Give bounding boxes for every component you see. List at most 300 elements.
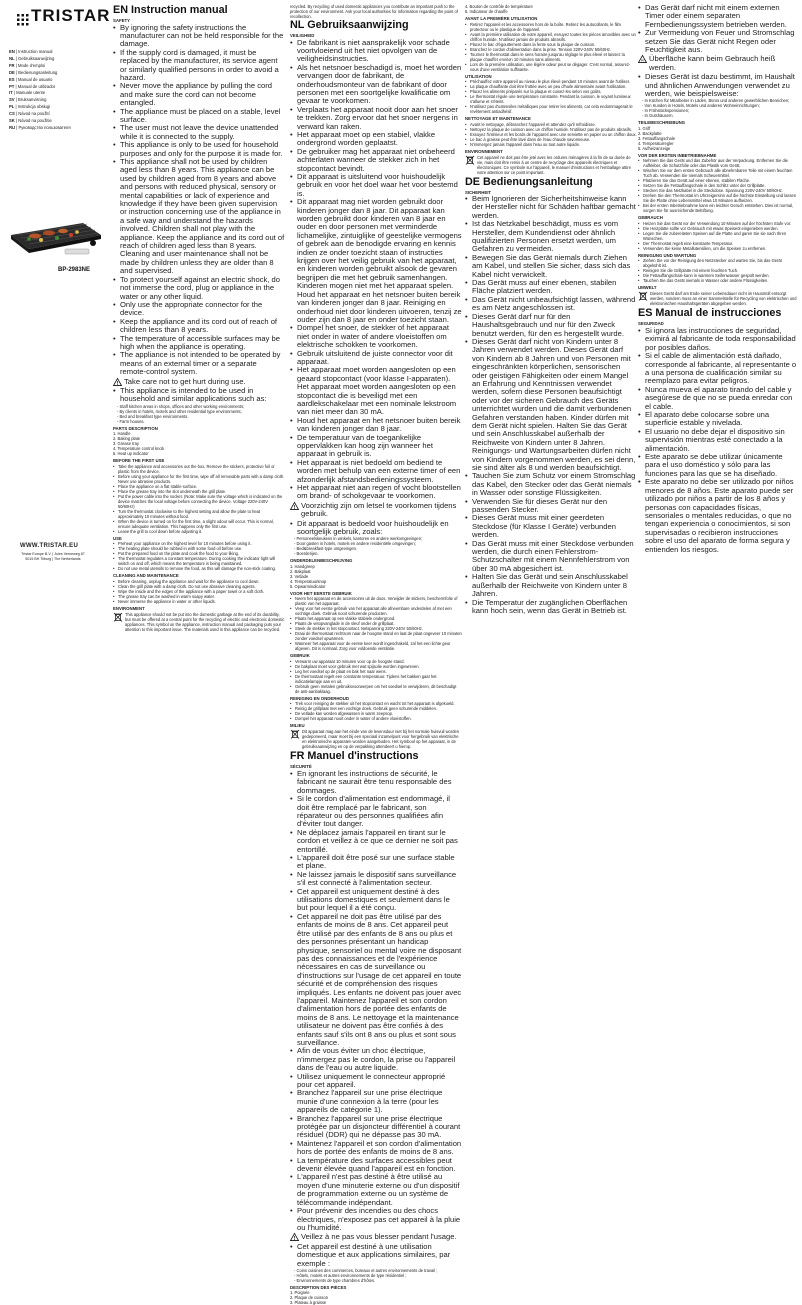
list-item: • Wischen Sie vor dem ersten Gebrauch alle abnehmbaren Teile mit einem feuchten Tuch ab. Verwenden Sie niemals Scheuermittel.	[638, 168, 798, 178]
warning-text: Veillez à ne pas vous blesser pendant l'usage.	[301, 1232, 457, 1242]
list-item: 2. Plaque de cuisson	[290, 1295, 329, 1301]
list-item: • L'appareil n'est pas destiné à être utilisé au moyen d'une minuterie externe ou d'un dispositif de programmation externe ou un système de télécommande indépendant.	[290, 1173, 462, 1207]
list-item: • Bei der ersten Inbetriebnahme kann ein leichter Geruch entstehen. Dies ist normal, sorgen Sie für ausreichende Belüftung.	[638, 203, 798, 213]
list-item: • Reinigen Sie die Grillplatte mit einem feuchten Tuch.	[638, 268, 798, 273]
list-item: • La plaque chauffante doit être frottée avec un peu d'huile alimentaire avant l'utilisation.	[465, 84, 637, 89]
usage-list	[290, 1243, 462, 1268]
environment-row	[290, 729, 462, 749]
language-entry: PL | Instrukcja obsługi	[9, 104, 51, 110]
list-item: • The heating plate should be rubbed in with some food oil before use.	[113, 546, 285, 551]
heading-use: UTILISATION	[465, 73, 492, 79]
list-item: • Tournez le thermostat dans le sens horaire jusqu'au réglage le plus élevé et laissez la plaque chauffer environ 10 minutes sans aliments.	[465, 52, 637, 62]
usage-list	[290, 520, 462, 537]
list-item: - Coins cuisines des commerces, bureaux et autres environnements de travail ;	[294, 1267, 438, 1273]
warning-text: Voorzichtig zijn om letsel te voorkomen tijdens gebruik.	[301, 500, 457, 519]
list-item: • Placez les aliments préparés sur la plaque et cuisez-les selon vos goûts.	[465, 89, 637, 94]
language-name: Руководство пользователя	[18, 124, 71, 130]
language-entry: ES | Manual de usuario	[9, 76, 53, 82]
list-item: • Plaats het apparaat op een vlakke stabiele ondergrond.	[290, 616, 462, 621]
language-entry: SV | Bruksanvisning	[9, 97, 47, 103]
address-line: Tristar Europe B.V. | Jules Verneweg 87	[21, 552, 85, 556]
list-item: • Dieses Gerät darf nur für den Haushaltsgebrauch und nur für den Zweck benutzt werden, für den es hergestellt wurde.	[465, 313, 637, 338]
language-name: Manual de utilizador	[17, 83, 56, 89]
language-name: Návod na použití	[18, 111, 50, 117]
list-item: • Heizen Sie das Gerät vor der Verwendung 10 Minuten auf der höchsten Stufe vor.	[638, 221, 798, 226]
parts-list	[290, 564, 462, 589]
list-item: • Put the prepared food on the plate and cook the food to your liking.	[113, 551, 285, 556]
address-line: 5015 BH Tilburg | The Netherlands	[25, 557, 81, 561]
list-item: - Farm houses.	[117, 418, 145, 424]
list-item: • En ignorant les instructions de sécurité, le fabricant ne saurait être tenu responsable des dommages.	[290, 770, 462, 795]
warning-row	[113, 378, 285, 386]
svg-text:!: !	[293, 1236, 296, 1243]
list-item: • Afin de vous éviter un choc électrique, n'immergez pas le cordon, la prise ou l'appareil dans de l'eau ou autre liquide.	[290, 1047, 462, 1072]
language-name: Instrukcja obsługi	[17, 104, 51, 110]
language-code: SV	[9, 97, 15, 103]
list-item: • Never move the appliance by pulling the cord and make sure the cord can not become entangled.	[113, 82, 285, 107]
heading-environment: UMWELT	[638, 285, 657, 291]
list-item: • Take the appliance and accessories out the box. Remove the stickers, protective foil or plastic from the device.	[113, 464, 285, 474]
list-item: • Trek voor reiniging de stekker uit het stopcontact en wacht tot het apparaat is afgekoeld.	[290, 701, 462, 706]
list-item: • De gebruiker mag het apparaat niet onbeheerd achterlaten wanneer de stekker zich in het stopcontact bevindt.	[290, 148, 462, 173]
parts-list	[290, 1290, 462, 1305]
heading-use: GEBRUIK	[290, 653, 310, 659]
warning-text: Take care not to get hurt during use.	[124, 376, 246, 386]
usage-list	[113, 387, 285, 404]
before-list	[638, 158, 798, 213]
list-item: • The user must not leave the device unattended while it is connected to the supply.	[113, 124, 285, 141]
list-item: • Das Gerät darf nicht mit einem externen Timer oder einem separaten Fernbedienungssystem betrieben werden.	[638, 4, 798, 29]
language-code: SK	[9, 118, 15, 124]
environment-row	[465, 155, 637, 175]
column-german-spanish	[638, 4, 798, 572]
list-item: 4. Temperaturregler	[638, 140, 674, 146]
clean-list	[465, 122, 637, 147]
list-item: • This appliance is intended to be used in household and similar applications such as:	[113, 387, 285, 404]
environment-row	[113, 612, 285, 632]
svg-text:!: !	[116, 380, 119, 387]
logo-grid-icon	[17, 14, 29, 26]
website-link[interactable]: WWW.TRISTAR.EU	[20, 543, 79, 549]
language-entry: IT | Manuale utente	[9, 90, 46, 96]
clean-list	[290, 701, 462, 721]
list-item: • Placez le bac d'égouttement dans la fente sous la plaque de cuisson.	[465, 42, 637, 47]
list-item: - Bed&breakfast-type omgevingen.	[294, 546, 358, 552]
list-item: • Utilisez uniquement le connecteur approprié pour cet appareil.	[290, 1073, 462, 1090]
usage-list	[638, 73, 798, 98]
lang-code: DE	[465, 175, 480, 188]
usage-dashes	[638, 98, 798, 118]
list-item: • Before cleaning, unplug the appliance and wait for the appliance to cool down.	[113, 579, 285, 584]
before-list	[113, 464, 285, 534]
list-item: • Bewegen Sie das Gerät niemals durch Ziehen am Kabel, und stellen Sie sicher, dass sich das Kabel nicht verwickelt.	[465, 254, 637, 279]
warning-triangle-icon	[290, 502, 299, 510]
list-item: • Houd het apparaat en het netsnoer buiten bereik van kinderen jonger dan 8 jaar.	[290, 417, 462, 434]
list-item: • Die Temperatur der zugänglichen Oberflächen kann hoch sein, wenn das Gerät in Betrieb ist.	[465, 599, 637, 616]
list-item: • Das Gerät muss mit einer Steckdose verbunden werden, die durch einen Fehlerstrom-Schutzschalter mit einem Nennfehlerstrom von über 30 mA abgesichert ist.	[465, 540, 637, 574]
language-code: ES	[9, 76, 15, 82]
list-item: • El aparato debe colocarse sobre una superficie estable y nivelada.	[638, 411, 798, 428]
warning-triangle-icon	[290, 1233, 299, 1241]
list-item: - In Küchen für Mitarbeiter in Läden, Büros und anderen gewerblichen Bereichen;	[642, 98, 790, 104]
use-list	[465, 79, 637, 114]
list-item: • Cet appareil est destiné à une utilisation domestique et aux applications similaires, par exemple :	[290, 1243, 462, 1268]
lang-code: ES	[638, 307, 653, 320]
heading-environment: MILIEU	[290, 723, 305, 729]
list-item: - Environnements de type chambres d'hôtes.	[294, 1277, 376, 1283]
heading-safety: SICHERHEIT	[465, 189, 492, 195]
language-entry: SK | Návod na použitie	[9, 118, 52, 124]
warning-triangle-icon	[113, 378, 122, 386]
list-item: • Le bac à graisse peut être lavé dans de l'eau chaude savonneuse.	[465, 137, 637, 142]
column-dutch-french	[290, 4, 462, 1305]
language-name: Instruction manual	[18, 49, 53, 54]
language-entry: CS | Návod na použití	[9, 111, 50, 117]
lang-title: Instruction manual	[131, 4, 228, 16]
list-item: • Avant le nettoyage, débranchez l'appareil et attendez qu'il refroidisse.	[465, 122, 637, 127]
language-list	[9, 49, 71, 132]
warning-row	[290, 502, 462, 519]
list-item: • Si le cordon d'alimentation est endommagé, il doit être remplacé par le fabricant, son réparateur ou des personnes qualifiées afin d'éviter tout danger.	[290, 795, 462, 829]
list-item: - Von Kunden in Hotels, Motels und anderen Wohneinrichtungen;	[642, 103, 760, 109]
heading-safety: SEGURIDAD	[638, 321, 664, 327]
list-item: • Only use the appropriate connector for the device.	[113, 301, 285, 318]
list-item: • N'immergez jamais l'appareil dans l'eau ou tout autre liquide.	[465, 142, 637, 147]
safety-list-continued	[638, 4, 798, 54]
heading-before-first-use: VOOR HET EERSTE GEBRUIK	[290, 590, 352, 596]
list-item: • Die Heizplatte sollte vor Gebrauch mit etwas Speiseöl eingerieben werden.	[638, 226, 798, 231]
list-item: • Si el cable de alimentación está dañado, corresponde al fabricante, al representante o a una persona de cualificación similar su reemplazo para evitar peligros.	[638, 352, 798, 386]
list-item: - Door gasten in hotels, motels en andere residentiële omgevingen;	[294, 541, 416, 547]
model-number: BP-2983NE	[58, 267, 91, 273]
language-name: Bruksanvisning	[18, 97, 47, 103]
list-item: - Staff kitchen areas in shops, offices and other working environments;	[117, 403, 245, 409]
list-item: - In Frühstückspensionen;	[642, 108, 690, 114]
parts-list-continued	[465, 4, 637, 14]
list-item: • Der Thermostat regelt eine konstante Temperatur.	[638, 241, 798, 246]
list-item: - Personeelskeukens in winkels, kantoren en andere werkomgevingen;	[294, 536, 423, 542]
list-item: • De fabrikant is niet aansprakelijk voor schade voortvloeiend uit het niet opvolgen van de veiligheidsinstructies.	[290, 39, 462, 64]
language-code: PL	[9, 104, 15, 110]
list-item: 1. Griff	[638, 125, 651, 131]
list-item: • Do not use metal utensils to remove the food, as this will damage the non-stick coating.	[113, 566, 285, 571]
list-item: • Beim Ignorieren der Sicherheitshinweise kann der Hersteller nicht für Schäden haftbar gemacht werden.	[465, 195, 637, 220]
lang-title: Manuel d'instructions	[307, 750, 419, 763]
list-item: • Drehen Sie den Thermostat im Uhrzeigersinn auf die höchste Einstellung und lassen Sie die Platte ohne Lebensmittel etwa 10 Minuten aufheizen.	[638, 193, 798, 203]
usage-dashes	[290, 1268, 462, 1283]
heading-before-first-use: AVANT LA PREMIÈRE UTILISATION	[465, 16, 538, 21]
list-item: • Pour prévenir des incendies ou des chocs électriques, n'exposez pas cet appareil à la pluie ou l'humidité.	[290, 1207, 462, 1232]
heading-environment: ENVIRONMENT	[113, 605, 145, 611]
heading-safety: SÉCURITÉ	[290, 764, 312, 770]
crossed-bin-icon	[638, 291, 648, 301]
crossed-bin-icon	[465, 155, 475, 165]
list-item: • By ignoring the safety instructions the manufacturer can not be held responsible for the damage.	[113, 24, 285, 49]
list-item: 2. Baking plate	[113, 436, 141, 442]
language-name: Mode d'emploi	[18, 62, 46, 68]
list-item: • Keep the appliance and its cord out of reach of children less than 8 years.	[113, 318, 285, 335]
use-list	[290, 659, 462, 694]
list-item: 5. Opwarmindicator	[290, 583, 326, 589]
list-item: • Ist das Netzkabel beschädigt, muss es vom Hersteller, dem Kundendienst oder ähnlich qualifizierten Personen ersetzt werden, um Gefahren zu vermeiden.	[465, 220, 637, 254]
list-item: • La température des surfaces accessibles peut devenir élevée quand l'appareil est en fonction.	[290, 1157, 462, 1174]
section-title-en	[113, 4, 285, 16]
list-item: • Ne déplacez jamais l'appareil en tirant sur le cordon et veillez à ce que ce dernier ne soit pas entortillé.	[290, 829, 462, 854]
heading-safety: SAFETY	[113, 18, 130, 23]
list-item: • Este aparato no debe ser utilizado por niños menores de 8 años. Este aparato puede ser utilizado por niños a partir de los 8 años y personas con capacidades físicas, sensoriales o mentales reducidas, o que no tengan experiencia o conocimientos, si son supervisadas o recibieron instrucciones sobre el uso del aparato de forma segura y entienden los riesgos.	[638, 478, 798, 554]
language-code: EN	[9, 49, 15, 54]
safety-list	[113, 24, 285, 377]
list-item: 3. Grease tray	[113, 441, 139, 447]
column-french-german	[465, 4, 637, 615]
section-title-es	[638, 307, 798, 319]
before-list	[290, 596, 462, 651]
cover-sidebar	[0, 0, 110, 575]
svg-text:!: !	[293, 504, 296, 511]
safety-list	[290, 770, 462, 1232]
language-code: RU	[9, 124, 16, 130]
lang-title: Bedienungsanleitung	[483, 175, 593, 188]
language-code: IT	[9, 90, 13, 96]
heading-cleaning: REINIGUNG UND WARTUNG	[638, 252, 697, 258]
list-item: - Hôtels, motels et autres environnements de type résidentiel ;	[294, 1272, 407, 1278]
list-item: • Das Gerät nicht unbeaufsichtigt lassen, während es am Netz angeschlossen ist.	[465, 296, 637, 313]
language-entry: EN | Instruction manual	[9, 49, 53, 54]
language-entry: FR | Mode d'emploi	[9, 62, 46, 68]
language-name: Bedienungsanleitung	[18, 69, 58, 75]
lang-title: Gebruiksaanwijzing	[307, 19, 409, 31]
list-item: • The thermostat regulates a constant temperature. During cooking the indicator light will switch on and off, which means the temperature is being maintained.	[113, 556, 285, 566]
list-item: 1. Poignée	[290, 1290, 310, 1296]
heading-cleaning: REINIGING EN ONDERHOUD	[290, 695, 349, 701]
list-item: - In Gutshäusern.	[642, 113, 674, 119]
list-item: • The temperature of accessible surfaces may be high when the appliance is operating.	[113, 335, 285, 352]
list-item: • If the supply cord is damaged, it must be replaced by the manufacturer, its service agent or similarly qualified persons in order to avoid a hazard.	[113, 49, 285, 83]
list-item: • The appliance must be placed on a stable, level surface.	[113, 108, 285, 125]
list-item: • Als het netsnoer beschadigd is, moet het worden vervangen door de fabrikant, de onderhoudsmonteur van de fabrikant of door personen met een soortgelijke kwalificatie om gevaar te voorkomen.	[290, 64, 462, 106]
list-item: • Legen Sie die zubereiteten Speisen auf die Platte und garen Sie sie nach Ihren Wünschen.	[638, 231, 798, 241]
before-list	[465, 22, 637, 72]
clean-list	[638, 258, 798, 283]
parts-list	[638, 126, 798, 151]
list-item: • Ne laissez jamais le dispositif sans surveillance s'il est connecté à l'alimentation secteur.	[290, 871, 462, 888]
list-item: • Leg het voedsel op de plaat en bak het naar wens.	[290, 669, 462, 674]
language-code: DE	[9, 69, 15, 75]
list-item: - Bed and breakfast type environments.	[117, 413, 189, 419]
list-item: 5. Heat up indicator	[113, 451, 149, 457]
list-item: 3. Vetlade	[290, 573, 309, 579]
list-item: • Gebruik geen metalen gebruiksvoorwerpen om het voedsel te verwijderen, dit beschadigt de anti-aanbaklaag.	[290, 684, 462, 694]
list-item: 3. Plateau à graisse	[290, 1300, 327, 1305]
list-item: 4. Temperature control knob	[113, 446, 164, 452]
crossed-bin-icon	[113, 612, 123, 622]
list-item: • When the device is turned on for the first time, a slight odour will occur. This is normal, ensure adequate ventilation. This happens only the first use.	[113, 519, 285, 529]
list-item: • Nunca mueva el aparato tirando del cable y asegúrese de que no se pueda enredar con el cable.	[638, 386, 798, 411]
list-item: 1. Handgreep	[290, 563, 315, 569]
brand-name: TRISTAR	[31, 6, 111, 25]
heading-cleaning: NETTOYAGE ET MAINTENANCE	[465, 116, 531, 121]
heading-use: USE	[113, 535, 122, 541]
list-item: - Boerderijen.	[294, 551, 319, 557]
list-item: • Dompel het apparaat nooit onder in water of andere vloeistoffen.	[290, 716, 462, 721]
environment-text: Dit apparaat mag aan het einde van de levensduur niet bij het normale huisvuil worden gedeponeerd, maar moet bij een speciaal inzamelpunt voor hergebruik van elektrische en elektronische apparaten worden aangeboden. Het symbool op het apparaat, in de gebruiksaanwijzing en op de verpakking attendeert u hierop.	[302, 729, 460, 750]
list-item: • Veeg voor het eerste gebruik van het apparaat alle afneembare onderdelen af met een vochtige doek. Gebruik nooit schurende producten.	[290, 606, 462, 616]
list-item: 2. Backplatte	[638, 130, 662, 136]
list-item: • Never immerse the appliance in water or other liquids.	[113, 599, 285, 604]
use-list	[638, 221, 798, 251]
safety-list	[465, 195, 637, 615]
lang-code: EN	[113, 4, 128, 16]
list-item: • Gebruik uitsluitend de juiste connector voor dit apparaat.	[290, 350, 462, 367]
usage-dashes	[290, 536, 462, 556]
heading-cleaning: CLEANING AND MAINTENANCE	[113, 573, 179, 579]
language-code: PT	[9, 83, 15, 89]
section-title-fr	[290, 750, 462, 762]
list-item: • Préchauffez votre appareil au niveau le plus élevé pendant 10 minutes avant de l'utiliser.	[465, 79, 637, 84]
list-item: • Zur Vermeidung von Feuer und Stromschlag setzen Sie das Gerät nicht Regen oder Feuchtigkeit aus.	[638, 29, 798, 54]
list-item: • Essuyez l'intérieur et les bords de l'appareil avec une serviette en papier ou un chiffon doux.	[465, 132, 637, 137]
crossed-bin-icon	[290, 729, 300, 739]
list-item: • Dieses Gerät muss mit einer geerdeten Steckdose (für Klasse I Geräte) verbunden werden.	[465, 514, 637, 539]
heading-parts: ONDERDELENBESCHRIJVING	[290, 558, 353, 564]
list-item: • To protect yourself against an electric shock, do not immerse the cord, plug or appliance in the water or any other liquid.	[113, 276, 285, 301]
safety-list	[290, 39, 462, 501]
list-item: • Put the power cable into the socket. (Note: Make sure the voltage which is indicated on the device matches the local voltage before connecting the device. Voltage 220V-240V 50/60Hz)	[113, 494, 285, 509]
heading-safety: VEILIGHEID	[290, 33, 315, 38]
language-code: NL	[9, 55, 15, 61]
list-item: • Branchez l'appareil sur une prise électrique munie d'une connexion à la terre (pour les appareils de catégorie 1).	[290, 1089, 462, 1114]
heading-use: GEBRAUCH	[638, 215, 663, 221]
list-item: • Dit apparaat is uitsluitend voor huishoudelijk gebruik en voor het doel waar het voor bestemd is.	[290, 173, 462, 198]
list-item: • Die Fettauffangschale kann in warmem Seifenwasser gespült werden.	[638, 273, 798, 278]
usage-dashes	[113, 404, 285, 424]
list-item: • De temperatuur van de toegankelijke oppervlakken kan hoog zijn wanneer het apparaat in gebruik is.	[290, 434, 462, 459]
list-item: • Retirez l'appareil et les accessoires hors de la boîte. Retirez les autocollants, le film protecteur ou le plastique de l'appareil.	[465, 22, 637, 32]
environment-text: This appliance should not be put into the domestic garbage at the end of its durability, but must be offered at a central point for the recycling of electric and electronic domestic appliances. This symbol on the appliance, instruction manual and packaging puts your attention to this important issue. The materials used in this appliance can be recycled.	[125, 611, 285, 632]
heading-parts: DESCRIPTION DES PIÈCES	[290, 1284, 347, 1290]
list-item: • Clean the grill plate with a damp cloth. Do not use abrasive cleaning agents.	[113, 584, 285, 589]
list-item: • Maintenez l'appareil et son cordon d'alimentation hors de portée des enfants de moins de 8 ans.	[290, 1140, 462, 1157]
list-item: • De vetlade kan worden afgewassen in warm zeepsop.	[290, 711, 462, 716]
list-item: • Draai de thermostaat rechtsom naar de hoogste stand en laat de plaat ongeveer 10 minuten zonder voedsel opwarmen.	[290, 631, 462, 641]
list-item: • Dit apparaat mag niet worden gebruikt door kinderen jonger dan 8 jaar. Dit apparaat kan worden gebruikt door kinderen van 8 jaar en ouder en door personen met verminderde lichamelijke, zintuiglijke of geestelijke vermogens of gebrek aan de benodigde ervaring en kennis indien ze onder toezicht staan of instructies krijgen over het veilig gebruik van het apparaat, en kinderen worden gebruikt alsook de gevaren begrijpen die met het gebruik samenhangen. Kinderen mogen niet met het apparaat spelen. Houd het apparaat en het netsnoer buiten bereik van kinderen jonger dan 8 jaar. Reiniging en onderhoud niet door kinderen uitvoeren, tenzij ze ouder zijn dan 8 jaar en onder toezicht staan.	[290, 198, 462, 324]
list-item: • Neem het apparaat en de accessoires uit de doos. Verwijder de stickers, beschermfolie of plastic van het apparaat.	[290, 596, 462, 606]
list-item: • Steek de stekker in het stopcontact. Netspanning 220V-240V 50/60Hz.	[290, 626, 462, 631]
list-item: • Het apparaat is niet bedoeld om bediend te worden met behulp van een externe timer of een afzonderlijk afstandsbedieningssysteem.	[290, 459, 462, 484]
list-item: • Cet appareil est uniquement destiné à des utilisations domestiques et seulement dans le but pour lequel il a été conçu.	[290, 888, 462, 913]
hot-surface-icon	[638, 55, 647, 63]
warning-row	[290, 1233, 462, 1241]
company-address	[18, 552, 88, 562]
language-entry: RU | Руководство пользователя	[9, 124, 71, 130]
list-item: • Avant la première utilisation de votre appareil, essuyez toutes les pièces amovibles avec un chiffon humide. N'utilisez jamais de produits abrasifs.	[465, 32, 637, 42]
list-item: • Het apparaat niet aan regen of vocht blootstellen om brand- of schokgevaar te voorkomen.	[290, 484, 462, 501]
warning-text: Überfläche kann beim Gebrauch heiß werden.	[649, 54, 776, 72]
environment-text: Dieses Gerät darf am Ende seiner Lebensdauer nicht im Hausmüll entsorgt werden, sondern muss an einer Sammelstelle für Recycling von elektrischen und elektronischen Haushaltsgeräten abgegeben werden.	[650, 291, 797, 307]
language-code: FR	[9, 62, 15, 68]
list-item: • Nehmen Sie das Gerät und das Zubehör aus der Verpackung. Entfernen Sie die Aufkleber, die Schutzfolie oder das Plastik vom Gerät.	[638, 158, 798, 168]
language-entry: NL | Gebruiksaanwijzing	[9, 55, 55, 61]
list-item: - By clients in hotels, motels and other residential type environments;	[117, 408, 242, 414]
list-item: 3. Fettauffangschale	[638, 135, 676, 141]
environment-text: Cet appareil ne doit pas être jeté avec les ordures ménagères à la fin de sa durée de vie, mais doit être remis à un centre de recyclage des appareils électriques et électroniques. Ce symbole sur l'appareil, le manuel d'instructions et l'emballage attire votre attention sur ce point important.	[477, 154, 631, 175]
warning-row	[638, 55, 798, 72]
list-item: • This appliance shall not be used by children aged less than 8 years. This appliance can be used by children aged from 8 years and above and persons with reduced physical, sensory or mental capabilities or lack of experience and knowledge if they have been given supervision or instruction concerning use of the appliance in a safe way and understand the hazards involved. Children shall not play with the appliance. Keep the appliance and its cord out of reach of children aged less than 8 years. Cleaning and user maintenance shall not be made by children unless they are older than 8 and supervised.	[113, 158, 285, 276]
list-item: 4. Temperatuurknop	[290, 578, 327, 584]
list-item: • Het apparaat moet worden aangesloten op een geaard stopcontact (voor klasse I-apparaten). Het apparaat moet worden aangesloten op een stopcontact die is beveiligd met een aardlekschakelaar met een nominale lekstroom van niet meer dan 30 mA.	[290, 366, 462, 416]
language-name: Návod na použitie	[18, 118, 52, 124]
list-item: • Ziehen Sie vor der Reinigung den Netzstecker und warten Sie, bis das Gerät abgekühlt ist.	[638, 258, 798, 268]
list-item: • Place the grease tray into the slot underneath the grill plate.	[113, 489, 285, 494]
list-item: • L'appareil doit être posé sur une surface stable et plane.	[290, 854, 462, 871]
list-item: • This appliance is only to be used for household purposes and only for the purpose it is made for.	[113, 141, 285, 158]
list-item: 2. Bakplaat	[290, 568, 311, 574]
list-item: • Halten Sie das Gerät und sein Anschlusskabel außerhalb der Reichweite von Kindern unter 8 Jahren.	[465, 573, 637, 598]
heading-before-first-use: VOR DER ERSTEN INBETRIEBNAHME	[638, 152, 717, 158]
list-item: • Este aparato se debe utilizar únicamente para el uso doméstico y sólo para las funciones para las que se ha diseñado.	[638, 453, 798, 478]
list-item: 5. Indicateur de chauffe	[465, 9, 508, 14]
list-item: • Tauchen Sie zum Schutz vor einem Stromschlag das Kabel, den Stecker oder das Gerät niemals in Wasser oder sonstige Flüssigkeiten.	[465, 472, 637, 497]
language-entry: PT | Manual de utilizador	[9, 83, 56, 89]
language-code: CS	[9, 111, 15, 117]
safety-list	[638, 327, 798, 554]
list-item: • Leave the grill to cool down before adjusting it.	[113, 529, 285, 534]
list-item: • De bakplaat moet voor gebruik met wat spijsolie worden ingewreven.	[290, 664, 462, 669]
section-title-nl	[290, 19, 462, 31]
list-item: • Nettoyez la plaque de cuisson avec un chiffon humide. N'utilisez pas de produits abrasifs.	[465, 127, 637, 132]
list-item: 1. Handle	[113, 431, 131, 437]
list-item: • Wanneer het apparaat voor de eerste keer wordt ingeschakeld, zal het een lichte geur afgeven. Dit is normaal. Zorg voor voldoende ventilatie.	[290, 641, 462, 651]
heading-environment: ENVIRONNEMENT	[465, 148, 503, 154]
intro-continued: recycled. By recycling of used domestic appliances you contribute an important push to the protection of our environment. Ask your local authorities for information regarding the point of recollection.	[290, 4, 458, 19]
list-item: • Branchez le cordon d'alimentation dans la prise. Tension 220V-240V 50/60Hz.	[465, 47, 637, 52]
list-item: • Verplaats het apparaat nooit door aan het snoer te trekken. Zorg ervoor dat het snoer nergens in verward kan raken.	[290, 106, 462, 131]
list-item: • Lors de la première utilisation, une légère odeur peut se dégager. C'est normal, assurez-vous d'une ventilation suffisante.	[465, 62, 637, 72]
list-item: • Cet appareil ne doit pas être utilisé par des enfants de moins de 8 ans. Cet appareil peut être utilisé par des enfants de 8 ans ou plus et des personnes présentant un handicap physique, sensoriel ou mental voire ne disposant pas des connaissances et de l'expérience nécessaires en cas de surveillance ou d'instructions sur l'usage de cet appareil en toute sécurité et de compréhension des risques impliqués. Les enfants ne doivent pas jouer avec l'appareil. Maintenez l'appareil et son cordon d'alimentation hors de portée des enfants de moins de 8 ans. Le nettoyage et la maintenance utilisateur ne doivent pas être confiés à des enfants sauf s'ils ont 8 ans ou plus et sont sous surveillance.	[290, 913, 462, 1048]
list-item: • Place the appliance on a flat stable surface.	[113, 484, 285, 489]
list-item: • Stecken Sie das Netzkabel in die Steckdose. Spannung 220V-240V 50/60Hz.	[638, 188, 798, 193]
list-item: • Dompel het snoer, de stekker of het apparaat niet onder in water of andere vloeistoffen om elektrische schokken te voorkomen.	[290, 324, 462, 349]
list-item: • Plaats de vetopvanglade in de sleuf onder de grillplaat.	[290, 621, 462, 626]
column-english	[113, 4, 285, 632]
use-list	[113, 541, 285, 571]
parts-list	[113, 431, 285, 456]
heading-before-first-use: BEFORE THE FIRST USE	[113, 458, 165, 464]
heading-parts: PARTS DESCRIPTION	[113, 425, 158, 431]
clean-list	[113, 579, 285, 604]
list-item: • Dit apparaat is bedoeld voor huishoudelijk en soortgelijk gebruik, zoals:	[290, 520, 462, 537]
list-item: 4. Bouton de contrôle de température	[465, 4, 533, 9]
list-item: • The grease tray can be washed in warm soapy water.	[113, 594, 285, 599]
list-item: • Le thermostat régule une température constante. Pendant la cuisson, le voyant lumineux s'allume et s'éteint.	[465, 94, 637, 104]
lang-code: FR	[290, 750, 305, 763]
heading-parts: TEILEBESCHREIBUNG	[638, 120, 686, 126]
list-item: • Verwenden Sie für dieses Gerät nur den passenden Stecker.	[465, 498, 637, 515]
list-item: • Reinig de grillplaat met een vochtige doek. Gebruik geen schurende middelen.	[290, 706, 462, 711]
environment-row	[638, 291, 798, 306]
list-item: 5. Aufheizanzeige	[638, 145, 671, 151]
list-item: • Branchez l'appareil sur une prise électrique protégée par un disjoncteur différentiel à courant résiduel (DDR) qui ne dépasse pas 30 mA.	[290, 1115, 462, 1140]
list-item: • Wipe the inside and the edges of the appliance with a paper towel or a soft cloth.	[113, 589, 285, 594]
list-item: • Verwenden Sie keine Metallutensilien, um die Speisen zu entfernen.	[638, 246, 798, 251]
list-item: • Das Gerät muss auf einer ebenen, stabilen Fläche platziert werden.	[465, 279, 637, 296]
list-item: • Dieses Gerät darf nicht von Kindern unter 8 Jahren verwendet werden. Dieses Gerät darf von Kindern ab 8 Jahren und von Personen mit eingeschränkten körperlichen, sensorischen oder geistigen Fähigkeiten oder einem Mangel an Erfahrung und Kenntnissen verwendet werden, sofern diese Personen beaufsichtigt oder vor der sicheren Gebrauch des Geräts unterrichtet wurden und die damit verbundenen Gefahren verstanden haben. Kinder dürfen mit dem Gerät nicht spielen. Halten Sie das Gerät und sein Anschlusskabel außerhalb der Reichweite von Kindern unter 8 Jahren. Reinigungs- und Wartungsarbeiten dürfen nicht von Kindern vorgenommen werden, es sei denn, sie sind älter als 8 und werden beaufsichtigt.	[465, 338, 637, 473]
section-title-de	[465, 176, 637, 188]
list-item: • Dieses Gerät ist dazu bestimmt, im Haushalt und ähnlichen Anwendungen verwendet zu werden, wie beispielsweise:	[638, 73, 798, 98]
list-item: • El usuario no debe dejar el dispositivo sin supervisión mientras esté conectado a la alimentación.	[638, 428, 798, 453]
language-entry: DE | Bedienungsanleitung	[9, 69, 58, 75]
list-item: • Si ignora las instrucciones de seguridad, eximirá al fabricante de toda responsabilidad por posibles daños.	[638, 327, 798, 352]
